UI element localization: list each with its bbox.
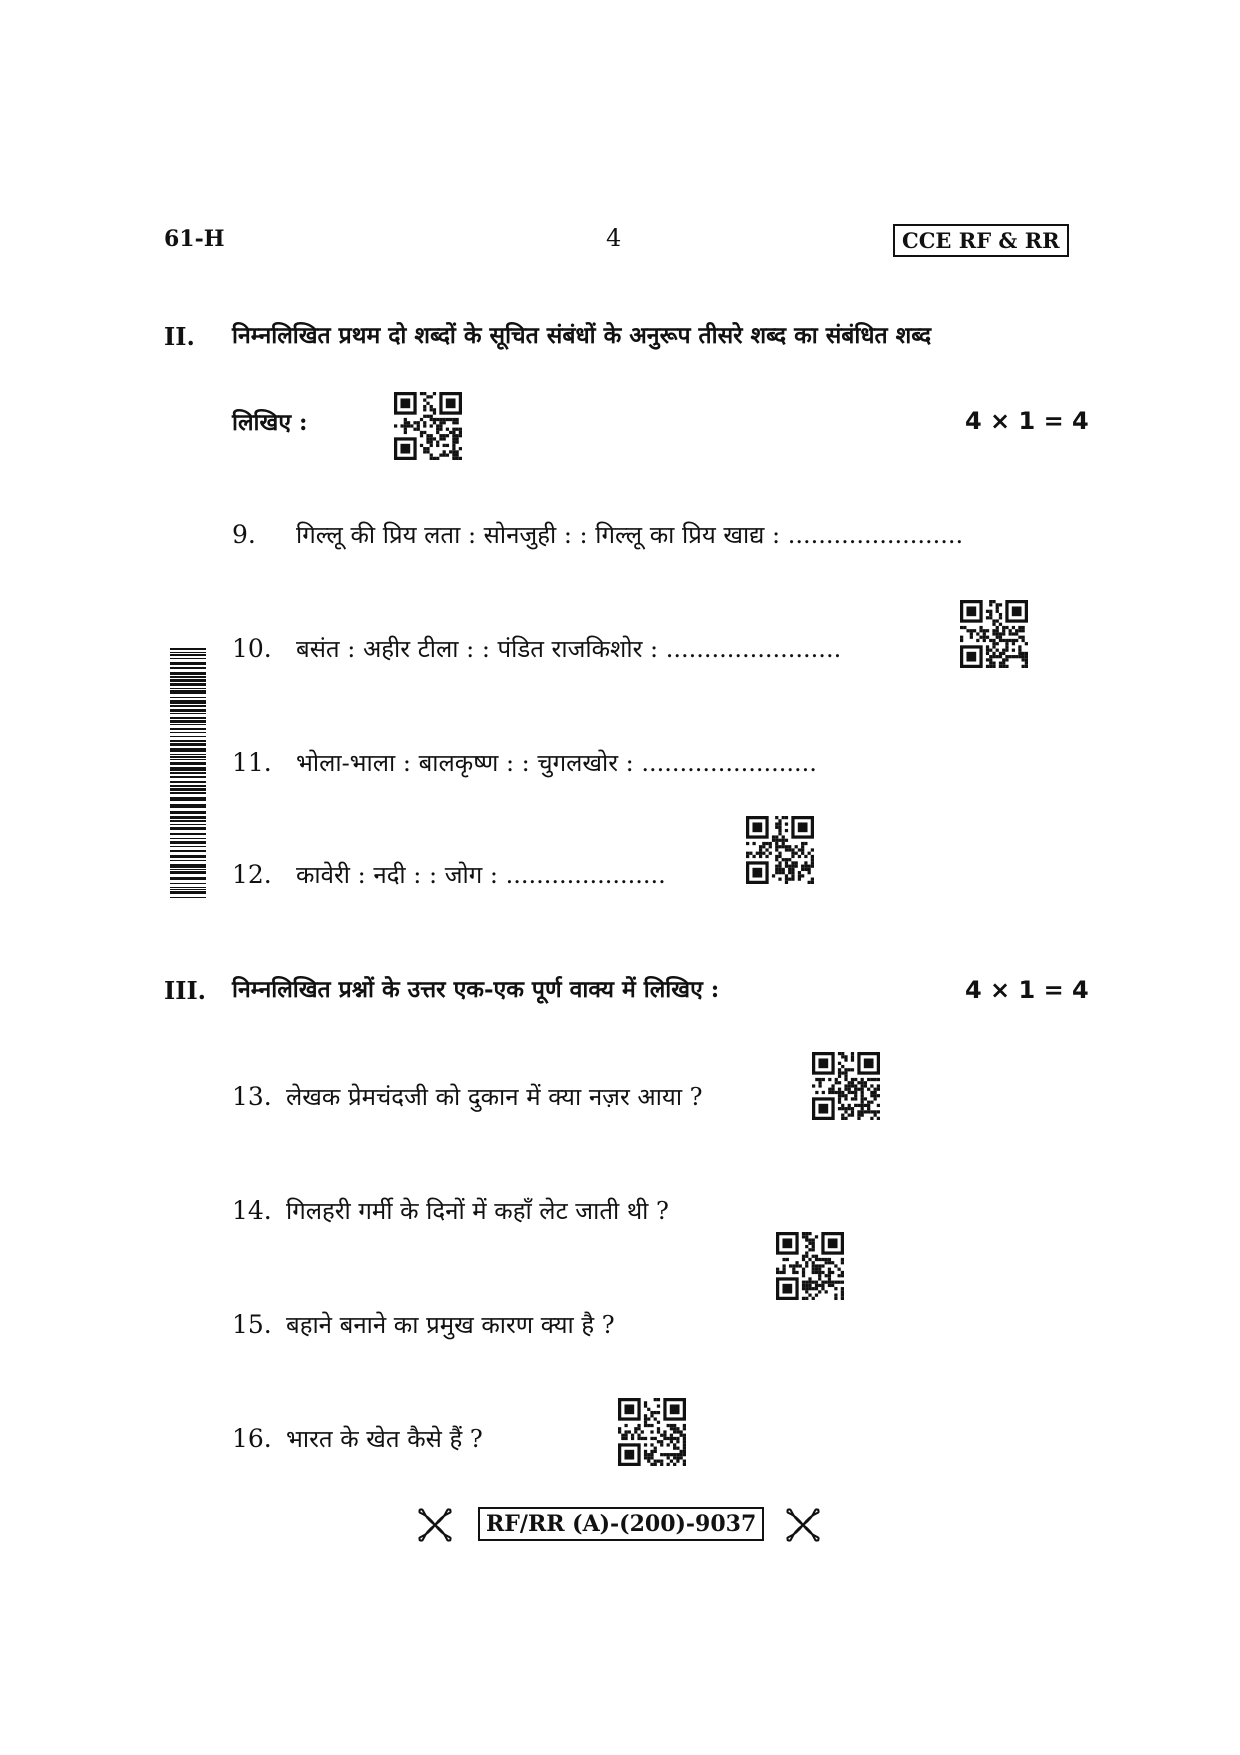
question-14-number: 14. xyxy=(232,1196,272,1225)
section-3-instruction: निम्नलिखित प्रश्नों के उत्तर एक-एक पूर्ण वाक्य में लिखिए : xyxy=(232,976,720,1003)
question-15-number: 15. xyxy=(232,1310,272,1339)
question-11-text: भोला-भाला : बालकृष्ण : : चुगलखोर : ....................... xyxy=(296,749,817,777)
qr-code-icon xyxy=(746,816,814,884)
section-3-marks: 4 × 1 = 4 xyxy=(965,976,1089,1004)
ornament-icon xyxy=(784,1506,822,1544)
question-12-text: कावेरी : नदी : : जोग : ..................... xyxy=(296,861,666,889)
footer-code-box: RF/RR (A)-(200)-9037 xyxy=(478,1507,764,1541)
barcode-icon xyxy=(170,648,206,898)
section-2-instruction-cont: लिखिए : xyxy=(232,409,308,436)
qr-code-icon xyxy=(960,600,1028,668)
section-3-number: III. xyxy=(164,976,207,1005)
qr-code-icon xyxy=(812,1052,880,1120)
paper-code: 61-H xyxy=(164,226,225,252)
question-9-number: 9. xyxy=(232,520,256,549)
question-13-text: लेखक प्रेमचंदजी को दुकान में क्या नज़र आया ? xyxy=(286,1083,703,1111)
section-2-marks: 4 × 1 = 4 xyxy=(965,407,1089,435)
page-number: 4 xyxy=(606,224,622,252)
question-11-number: 11. xyxy=(232,748,272,777)
series-box: CCE RF & RR xyxy=(893,224,1069,257)
qr-code-icon xyxy=(776,1232,844,1300)
question-12-number: 12. xyxy=(232,860,272,889)
question-16-text: भारत के खेत कैसे हैं ? xyxy=(286,1425,483,1453)
ornament-icon xyxy=(416,1506,454,1544)
qr-code-icon xyxy=(618,1398,686,1466)
section-2-instruction: निम्नलिखित प्रथम दो शब्दों के सूचित संबंधों के अनुरूप तीसरे शब्द का संबंधित शब्द xyxy=(232,322,932,349)
question-9-text: गिल्लू की प्रिय लता : सोनजुही : : गिल्लू का प्रिय खाद्य : ....................... xyxy=(296,521,964,549)
qr-code-icon xyxy=(394,392,462,460)
question-13-number: 13. xyxy=(232,1082,272,1111)
question-15-text: बहाने बनाने का प्रमुख कारण क्या है ? xyxy=(286,1311,615,1339)
question-10-text: बसंत : अहीर टीला : : पंडित राजकिशोर : ....................... xyxy=(296,635,842,663)
question-16-number: 16. xyxy=(232,1424,272,1453)
question-14-text: गिलहरी गर्मी के दिनों में कहाँ लेट जाती थी ? xyxy=(286,1197,669,1225)
section-2-number: II. xyxy=(164,322,195,351)
question-10-number: 10. xyxy=(232,634,272,663)
